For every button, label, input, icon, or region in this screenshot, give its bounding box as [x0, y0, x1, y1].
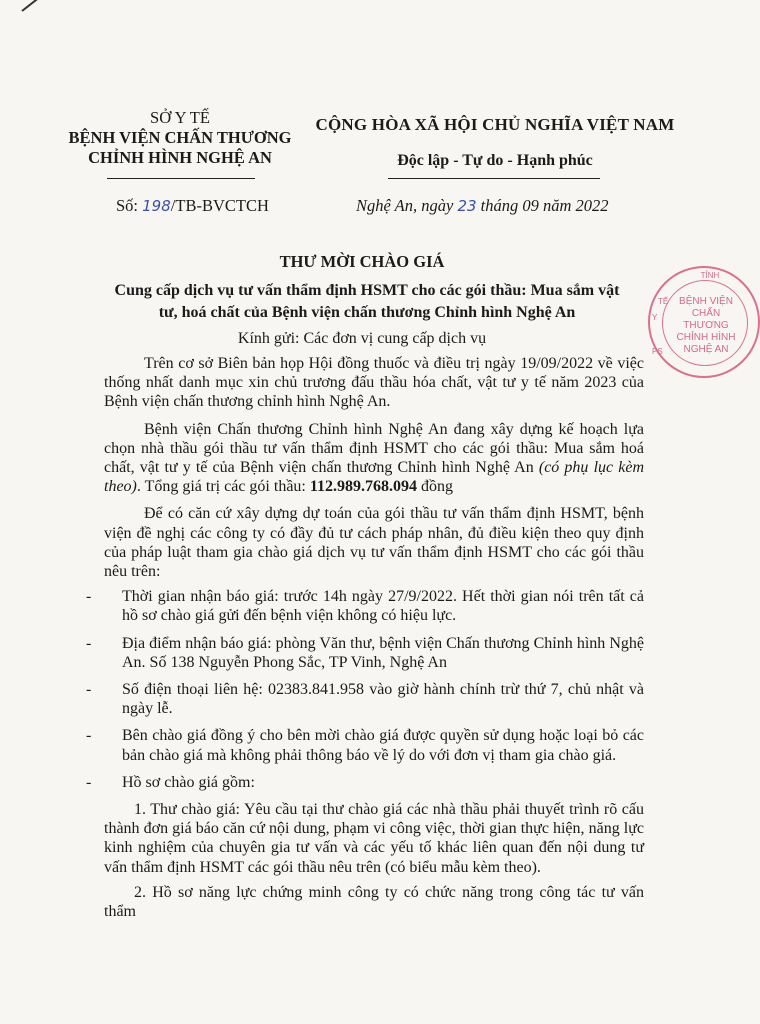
plan-text: Bệnh viện Chấn thương Chỉnh hình Nghệ An đang xây dựng kế hoạch lựa chọn nhà thầu gói thầu tư vấn thẩm định HSMT cho các gói thầu: Mua sắm hoá chất, vật tư y tế của Bệnh viện chấn thương Chỉnh hình Nghệ An — [104, 420, 644, 477]
seal-line: NGHỆ AN — [683, 344, 729, 355]
total-value: 112.989.768.094 — [309, 478, 417, 496]
document-body — [86, 354, 644, 927]
bid-doc-item-1: 1. Thư chào giá: Yêu cầu tại thư chào giá các nhà thầu phải thuyết trình rõ cấu thành đơn giá báo căn cứ nội dung, phạm vi công việc, thời gian thực hiện, năng lực kinh nghiệm của chuyên gia tư vấn và các yếu tố khác liên quan đến nội dung tư vấn thẩm định HSMT các gói thầu nêu trên (có biểu mẫu kèm theo). — [104, 801, 644, 876]
date-day-handwritten: 23 — [457, 197, 477, 215]
motto-underline — [388, 178, 600, 179]
bullet-dash: - — [86, 681, 92, 699]
doc-number-prefix: Số: — [116, 196, 143, 215]
document-number — [116, 196, 269, 216]
national-heading — [308, 114, 682, 172]
seal-center-text — [676, 296, 736, 356]
doc-number-handwritten: 198 — [142, 197, 171, 215]
seal-left-text: TẾ — [658, 297, 669, 306]
hospital-name-line2: CHỈNH HÌNH NGHỆ AN — [88, 148, 272, 167]
bid-docs-title: Hồ sơ chào giá gồm: — [122, 773, 255, 791]
date-suffix: tháng 09 năm 2022 — [476, 196, 609, 215]
seal-line: CHẤN THƯƠNG — [683, 308, 729, 331]
bullet-text: Thời gian nhận báo giá: trước 14h ngày 27/9/2022. Hết thời gian nói trên tất cả hồ sơ chào giá gửi đến bệnh viện không có hiệu lực. — [122, 588, 644, 625]
seal-left-letter: Y — [652, 313, 658, 322]
bullet-text: Bên chào giá đồng ý cho bên mời chào giá được quyền sử dụng hoặc loại bỏ các bản chào giá mà không phải thông báo về lý do với đơn vị tham gia chào giá. — [122, 727, 644, 764]
list-item — [86, 726, 644, 764]
national-motto: Độc lập - Tự do - Hạnh phúc — [397, 152, 593, 169]
bid-doc-item-2: 2. Hồ sơ năng lực chứng minh công ty có chức năng trong công tác tư vấn thẩm — [104, 883, 644, 921]
bid-docs-heading — [86, 773, 644, 792]
paragraph-basis: Trên cơ sở Biên bản họp Hội đồng thuốc và điều trị ngày 19/09/2022 về việc thống nhất danh mục xin chủ trương đấu thầu hóa chất, vật tư y tế năm 2023 của Bệnh viện chấn thương chỉnh hình Nghệ An. — [104, 355, 644, 411]
date-prefix: Nghệ An, ngày — [356, 196, 458, 215]
document-title: THƯ MỜI CHÀO GIÁ — [279, 252, 445, 271]
place-date — [356, 196, 609, 216]
official-seal — [648, 266, 760, 378]
ministry-name: SỞ Y TẾ — [150, 108, 210, 127]
list-item — [86, 587, 644, 625]
nation-name: CỘNG HÒA XÃ HỘI CHỦ NGHĨA VIỆT NAM — [315, 115, 675, 134]
issuer-underline — [107, 178, 255, 179]
list-item — [86, 634, 644, 672]
plan-appendix-note: (có phụ lục kèm theo) — [104, 459, 644, 496]
pen-mark — [21, 0, 43, 12]
bullet-dash: - — [86, 634, 92, 652]
bullet-text: Địa điểm nhận báo giá: phòng Văn thư, bệnh viện Chấn thương Chỉnh hình Nghệ An. Số 138 Nguyễn Phong Sắc, TP Vinh, Nghệ An — [122, 634, 644, 671]
hospital-name-line1: BỆNH VIỆN CHẤN THƯƠNG — [68, 128, 292, 147]
paragraph-request: Để có căn cứ xây dựng dự toán của gói thầu tư vấn thẩm định HSMT, bệnh viện đề nghị các công ty có đầy đủ tư cách pháp nhân, đủ điều kiện theo quy định của pháp luật tham gia chào giá dịch vụ tư vấn thẩm định HSMT cho các gói thầu nêu trên: — [104, 505, 644, 581]
conditions-list — [86, 587, 644, 765]
seal-top-text: TỈNH — [700, 271, 720, 280]
issuer-block — [60, 108, 300, 168]
bullet-dash: - — [86, 773, 92, 791]
paragraph-plan — [104, 420, 644, 497]
recipient-line: Kính gửi: Các đơn vị cung cấp dịch vụ — [237, 330, 487, 347]
seal-line: BỆNH VIỆN — [679, 296, 733, 307]
seal-line: CHỈNH HÌNH — [676, 332, 736, 343]
bullet-text: Số điện thoại liên hệ: 02383.841.958 vào giờ hành chính trừ thứ 7, chủ nhật và ngày lễ. — [122, 681, 644, 718]
bullet-dash: - — [86, 727, 92, 745]
list-item — [86, 680, 644, 718]
document-subject: Cung cấp dịch vụ tư vấn thẩm định HSMT cho các gói thầu: Mua sắm vật tư, hoá chất của Bệnh viện chấn thương Chỉnh hình Nghệ An — [114, 282, 620, 321]
seal-bottom-text: PS — [652, 347, 663, 356]
total-prefix: . Tổng giá trị các gói thầu: — [136, 478, 310, 496]
doc-number-suffix: /TB-BVCTCH — [170, 196, 269, 215]
bullet-dash: - — [86, 588, 92, 606]
total-suffix: đồng — [417, 478, 453, 496]
